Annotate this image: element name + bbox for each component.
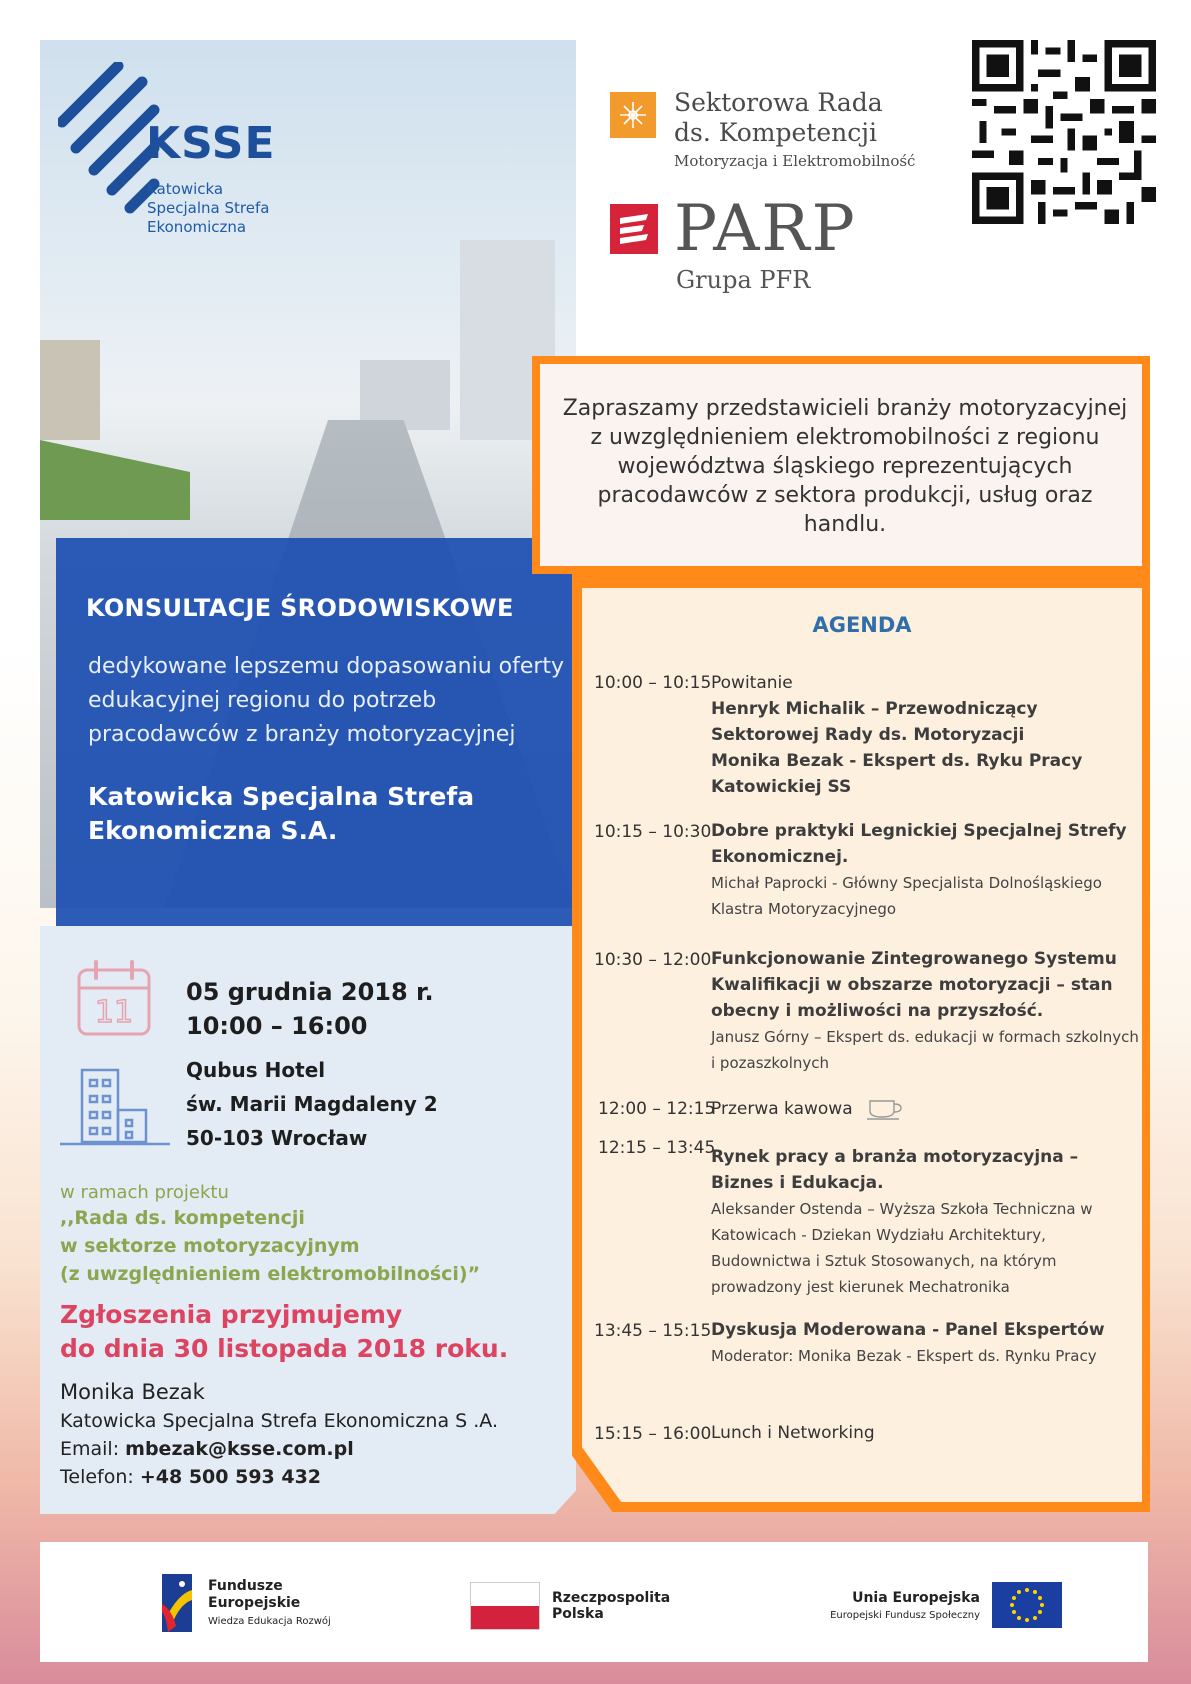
agenda-item-time: 13:45 – 15:15 [594, 1321, 712, 1341]
sektorowa-rada-icon [610, 92, 656, 138]
qr-code-icon[interactable] [972, 40, 1156, 224]
polish-flag-icon [470, 1582, 540, 1630]
calendar-icon [76, 958, 152, 1038]
ue-title: Unia Europejska [852, 1590, 980, 1606]
agenda-item [711, 1420, 1141, 1446]
agenda-item-speaker: Michał Paprocki - Główny Specjalista Dolnośląskiego Klastra Motoryzacyjnego [711, 874, 1102, 918]
venue-city: 50-103 Wrocław [186, 1126, 368, 1150]
consultation-box [56, 538, 574, 926]
agenda-item-time: 10:15 – 10:30 [594, 822, 712, 842]
agenda-item-title: Powitanie [711, 673, 793, 693]
deadline-line: Zgłoszenia przyjmujemy [60, 1300, 403, 1329]
footer-logos [40, 1542, 1148, 1662]
contact-email-label: Email: [60, 1438, 126, 1460]
registration-deadline [60, 1298, 508, 1366]
project-intro: w ramach projektu [60, 1182, 229, 1203]
project-name [60, 1204, 480, 1288]
agenda-item-title: Dyskusja Moderowana - Panel Ekspertów [711, 1320, 1105, 1340]
rp-title-line: Rzeczpospolita [552, 1590, 671, 1606]
consultation-organizer: Katowicka Specjalna Strefa Ekonomiczna S.A. [88, 782, 475, 845]
eu-flag-icon [992, 1582, 1062, 1628]
venue-street: św. Marii Magdaleny 2 [186, 1092, 438, 1116]
event-time: 10:00 – 16:00 [186, 1012, 368, 1040]
agenda-item-time: 10:30 – 12:00 [594, 950, 712, 970]
agenda-item-title: Przerwa kawowa [711, 1099, 853, 1119]
coffee-cup-icon [866, 1097, 906, 1121]
agenda-item-title: Dobre praktyki Legnickiej Specjalnej Strefy Ekonomicznej. [711, 821, 1127, 867]
contact-email-link[interactable]: mbezak@ksse.com.pl [125, 1438, 354, 1460]
building-icon [60, 1066, 170, 1148]
contact-phone-label: Telefon: [60, 1466, 140, 1488]
contact-org: Katowicka Specjalna Strefa Ekonomiczna S .A. [60, 1410, 499, 1432]
contact-phone-row [60, 1466, 321, 1488]
fe-title-line: Europejskie [208, 1595, 301, 1611]
agenda-item-speaker: Monika Bezak - Ekspert ds. Ryku Pracy Katowickiej SS [711, 751, 1083, 797]
photo-building [360, 360, 450, 430]
project-name-line: (z uwzględnieniem elektromobilności)” [60, 1263, 481, 1285]
agenda-item [711, 1317, 1141, 1369]
agenda-item-speaker: Janusz Górny – Ekspert ds. edukacji w formach szkolnych i pozaszkolnych [711, 1028, 1139, 1072]
agenda-item-time: 10:00 – 10:15 [594, 673, 712, 693]
agenda-item [711, 670, 1141, 800]
agenda-title: AGENDA [812, 613, 912, 637]
agenda-item-title: Funkcjonowanie Zintegrowanego Systemu Kwalifikacji w obszarze motoryzacji – stan obecny i możliwości na przyszłość. [711, 949, 1117, 1021]
fe-title-line: Fundusze [208, 1578, 283, 1594]
event-date: 05 grudnia 2018 r. [186, 978, 434, 1006]
consultation-title: KONSULTACJE ŚRODOWISKOWE [86, 594, 514, 622]
fundusze-europejskie-icon [162, 1574, 196, 1632]
agenda-item [711, 818, 1141, 922]
contact-email-row [60, 1438, 354, 1460]
parp-logo-word: PARP [674, 192, 857, 266]
contact-name: Monika Bezak [60, 1380, 205, 1404]
deadline-line: do dnia 30 listopada 2018 roku. [60, 1334, 509, 1363]
agenda-item [711, 1144, 1141, 1300]
photo-building [40, 340, 100, 440]
agenda-item [711, 946, 1141, 1076]
agenda-item-title: Rynek pracy a branża motoryzacyjna – Biznes i Edukacja. [711, 1147, 1079, 1193]
photo-grass [40, 440, 190, 520]
agenda-item-time: 15:15 – 16:00 [594, 1424, 712, 1444]
agenda-item-title: Lunch i Networking [711, 1423, 875, 1443]
agenda-item-speaker: Henryk Michalik – Przewodniczący Sektorowej Rady ds. Motoryzacji [711, 699, 1038, 745]
rp-title-line: Polska [552, 1606, 604, 1622]
fe-title [208, 1578, 300, 1612]
project-name-line: ,,Rada ds. kompetencji [60, 1207, 305, 1229]
contact-phone: +48 500 593 432 [139, 1466, 322, 1488]
ue-subtitle: Europejski Fundusz Społeczny [830, 1610, 980, 1621]
agenda-item-speaker: Aleksander Ostenda – Wyższa Szkoła Techniczna w Katowicach - Dziekan Wydziału Architektury, Budownictwa i Sztuk Stosowanych, na którym prowadzony jest kierunek Mechatronika [711, 1200, 1093, 1296]
rp-title [552, 1590, 670, 1622]
project-name-line: w sektorze motoryzacyjnym [60, 1235, 360, 1257]
parp-icon [610, 204, 658, 254]
fe-tagline: Wiedza Edukacja Rozwój [208, 1616, 331, 1627]
parp-logo-subtitle: Grupa PFR [676, 266, 811, 294]
consultation-description: dedykowane lepszemu dopasowaniu oferty edukacyjnej regionu do potrzeb pracodawców z branży motoryzacyjnej [88, 654, 565, 747]
calendar-day: 11 [94, 995, 134, 1030]
ksse-logo-word: KSSE [146, 118, 276, 169]
ksse-logo-subtitle: Katowicka Specjalna Strefa Ekonomiczna [147, 180, 270, 236]
agenda-item [711, 1096, 1141, 1122]
sektorowa-rada-subtitle: Motoryzacja i Elektromobilność [674, 152, 916, 170]
invitation-text: Zapraszamy przedstawicieli branży motoryzacyjnej z uwzględnieniem elektromobilności z regionu województwa śląskiego reprezentujących pracodawców z sektora produkcji, usług oraz handlu. [562, 396, 1128, 537]
sektorowa-rada-title: Sektorowa Rada ds. Kompetencji [674, 88, 883, 147]
agenda-item-time: 12:15 – 13:45 [598, 1138, 716, 1158]
agenda-item-speaker: Moderator: Monika Bezak - Ekspert ds. Rynku Pracy [711, 1347, 1097, 1365]
agenda-item-time: 12:00 – 12:15 [598, 1099, 716, 1119]
venue-name: Qubus Hotel [186, 1058, 326, 1082]
